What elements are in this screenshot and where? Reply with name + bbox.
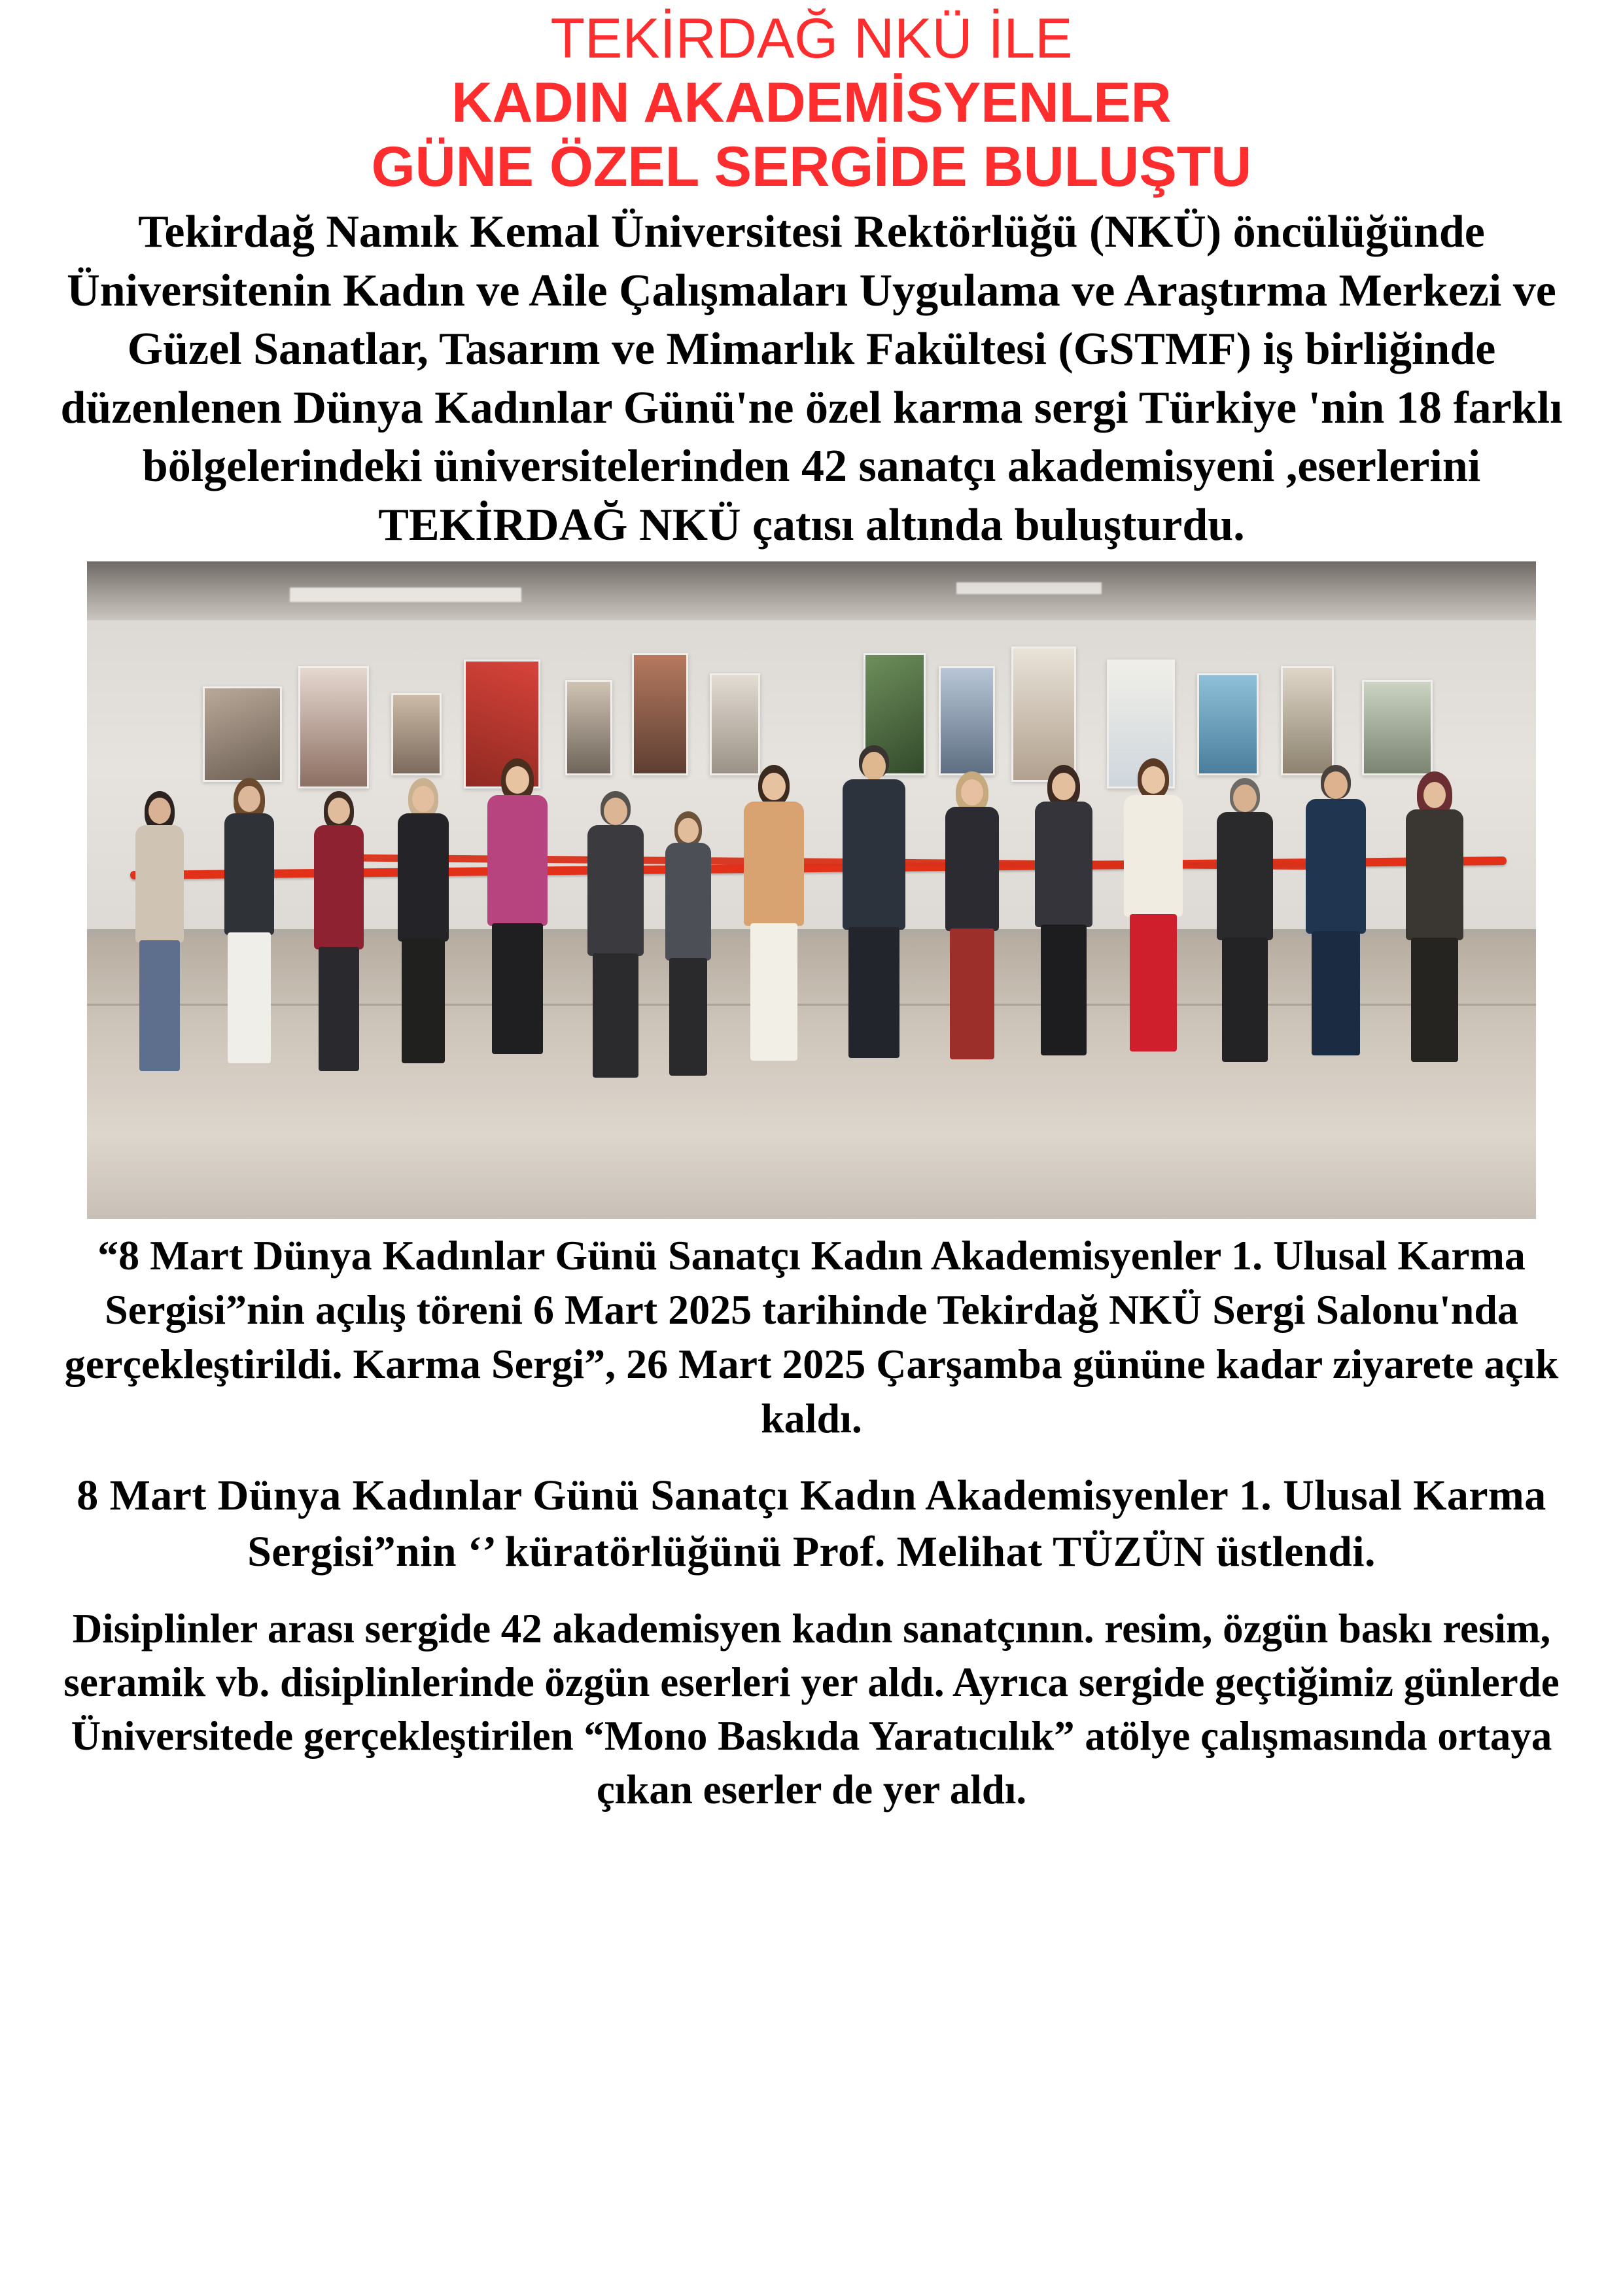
person-body: [945, 807, 999, 931]
person-legs: [750, 923, 797, 1061]
person-head: [148, 798, 171, 824]
person-body: [1306, 799, 1366, 934]
person-head: [862, 752, 886, 781]
person-head: [1233, 785, 1257, 812]
person-head: [412, 786, 434, 812]
person-head: [678, 818, 699, 843]
person-head: [604, 798, 627, 825]
person: [209, 778, 290, 1173]
person: [472, 758, 562, 1173]
person: [1293, 765, 1380, 1173]
person-head: [238, 786, 260, 812]
artwork-frame: [710, 673, 760, 776]
ceiling-light-strip-2: [956, 582, 1102, 594]
headline-line-2: KADIN AKADEMİSYENLER: [451, 71, 1172, 135]
person: [1203, 778, 1287, 1173]
person: [829, 745, 918, 1173]
person: [1020, 765, 1107, 1173]
lead-paragraph: Tekirdağ Namık Kemal Üniversitesi Rektörlüğü (NKÜ) öncülüğünde Üniversitenin Kadın ve Aile Çalışmaları Uygulama ve Araştırma Merkezi ve Güzel Sanatlar, Tasarım ve Mimarlık Fakültesi (GSTMF) iş birliğinde düzenlenen Dünya Kadınlar Günü'ne özel karma sergi Türkiye 'nin 18 farklı bölgelerindeki üniversitelerinden 42 sanatçı akademisyeni ,eserlerini TEKİRDAĞ NKÜ çatısı altında buluşturdu.: [60, 207, 1563, 551]
exhibition-opening-photo: [87, 561, 1536, 1219]
person: [730, 765, 817, 1173]
person-legs: [402, 939, 445, 1063]
person: [298, 791, 379, 1173]
person-body: [314, 825, 364, 949]
person: [1110, 758, 1197, 1173]
person-head: [961, 779, 983, 805]
person-legs: [669, 958, 707, 1076]
person-body: [487, 795, 548, 926]
person-body: [398, 813, 449, 942]
person-body: [1035, 802, 1092, 927]
person-legs: [319, 947, 359, 1071]
person-legs: [1041, 925, 1087, 1055]
body-paragraph-1: “8 Mart Dünya Kadınlar Günü Sanatçı Kadın Akademisyenler 1. Ulusal Karma Sergisi”nin açılış töreni 6 Mart 2025 tarihinde Tekirdağ NKÜ Sergi Salonu'nda gerçekleştirildi. Karma Sergi”, 26 Mart 2025 Çarşamba gününe kadar ziyarete açık kaldı.: [64, 1231, 1559, 1442]
artwork-frame: [391, 693, 442, 776]
person-body: [1406, 809, 1463, 940]
person-head: [1142, 766, 1165, 794]
person: [1391, 771, 1478, 1173]
page-title: [26, 7, 1597, 199]
person-legs: [139, 940, 180, 1071]
person: [930, 771, 1014, 1173]
body-paragraph-2: 8 Mart Dünya Kadınlar Günü Sanatçı Kadın Akademisyenler 1. Ulusal Karma Sergisi”nin ‘’ küratörlüğünü Prof. Melihat TÜZÜN üstlendi.: [77, 1472, 1546, 1576]
person-legs: [1130, 914, 1177, 1051]
person-head: [1423, 782, 1446, 808]
artwork-frame: [1011, 646, 1076, 782]
person: [383, 778, 464, 1173]
person-body: [665, 843, 711, 961]
person-body: [224, 813, 274, 935]
artwork-frame: [939, 666, 995, 775]
person-head: [762, 773, 786, 800]
person-legs: [950, 928, 994, 1059]
person-body: [587, 825, 644, 956]
person-body: [843, 779, 905, 930]
person-legs: [1411, 938, 1458, 1062]
photo-container: [26, 561, 1597, 1219]
person-legs: [492, 923, 543, 1054]
person-body: [135, 825, 184, 943]
headline-line-1: TEKİRDAĞ NKÜ İLE: [550, 7, 1073, 70]
person-body: [744, 802, 804, 926]
person: [652, 811, 725, 1173]
person-body: [1217, 812, 1273, 940]
headline-line-3: GÜNE ÖZEL SERGİDE BULUŞTU: [371, 135, 1252, 199]
artwork-frame: [565, 680, 612, 776]
person: [574, 791, 657, 1173]
person-legs: [228, 932, 271, 1063]
person-head: [1324, 771, 1348, 799]
person: [119, 791, 200, 1173]
person-legs: [1222, 938, 1268, 1062]
artwork-frame: [1281, 666, 1334, 775]
artwork-frame: [632, 653, 688, 775]
ceiling-light-strip: [290, 588, 521, 602]
artwork-frame: [1197, 673, 1259, 776]
artwork-frame: [1362, 680, 1433, 776]
person-head: [506, 766, 529, 794]
body-paragraph-3: Disiplinler arası sergide 42 akademisyen kadın sanatçının. resim, özgün baskı resim, seramik vb. disiplinlerinde özgün eserleri yer aldı. Ayrıca sergide geçtiğimiz günlerde Üniversitede gerçekleştirilen “Mono Baskıda Yaratıcılık” atölye çalışmasında ortaya çıkan eserler de yer aldı.: [63, 1606, 1560, 1812]
person-head: [1052, 773, 1075, 800]
person-legs: [848, 927, 899, 1058]
artwork-frame: [298, 666, 369, 788]
artwork-frame: [203, 686, 282, 783]
person-legs: [593, 953, 638, 1078]
person-head: [328, 798, 350, 824]
person-legs: [1312, 931, 1360, 1055]
person-body: [1124, 795, 1183, 917]
